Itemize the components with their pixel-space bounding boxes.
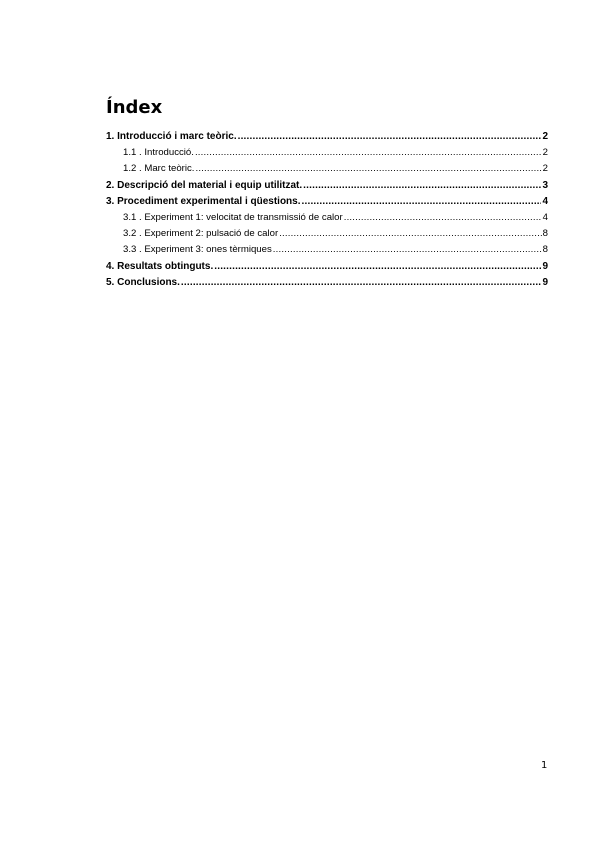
toc-entry-text: 1. Introducció i marc teòric. (106, 131, 237, 142)
toc-leader-dots (181, 275, 542, 291)
toc-entry-page: 9 (542, 260, 548, 272)
toc-entry-text: 3. Procediment experimental i qüestions. (106, 195, 301, 207)
toc-entry-page: 4 (542, 195, 548, 207)
toc-entry-page: 2 (542, 131, 548, 142)
toc-entry[interactable] (106, 161, 548, 177)
toc-entry-text: 3.1 . Experiment 1: velocitat de transmissió de calor (123, 211, 343, 223)
toc-leader-dots (238, 129, 542, 145)
toc-entry-page: 8 (542, 244, 548, 256)
toc-entry-text: 1.1 . Introducció. (123, 147, 194, 159)
toc-entry[interactable] (106, 226, 548, 242)
toc-leader-dots (195, 145, 542, 161)
index-title: Índex (106, 97, 163, 118)
toc-entry-text: 2. Descripció del material i equip utilitzat. (106, 179, 303, 191)
toc-entry-text: 5. Conclusions. (106, 276, 180, 288)
toc-entry-page: 8 (542, 228, 548, 240)
toc-entry[interactable] (106, 145, 548, 161)
toc-leader-dots (279, 226, 541, 242)
toc-leader-dots (344, 210, 542, 226)
toc-leader-dots (195, 161, 541, 177)
toc-entry[interactable] (106, 242, 548, 258)
toc-leader-dots (302, 194, 542, 210)
toc-entry-page: 2 (542, 147, 548, 159)
toc-entry-page: 9 (542, 276, 548, 288)
toc-entry[interactable] (106, 259, 548, 275)
toc-entry[interactable] (106, 194, 548, 210)
toc-entry-text: 4. Resultats obtinguts. (106, 260, 214, 272)
toc-entry[interactable] (106, 178, 548, 194)
toc-leader-dots (214, 259, 541, 275)
toc-leader-dots (303, 178, 541, 194)
toc-entry[interactable] (106, 275, 548, 291)
toc-entry-page: 3 (542, 179, 548, 191)
page-number: 1 (541, 760, 548, 771)
toc-entry-text: 3.3 . Experiment 3: ones tèrmiques (123, 244, 272, 256)
toc-entry-page: 4 (542, 211, 548, 223)
toc-entry[interactable] (106, 129, 548, 145)
toc-entry-text: 3.2 . Experiment 2: pulsació de calor (123, 228, 279, 240)
toc-entry-text: 1.2 . Marc teòric. (123, 163, 195, 175)
toc-entry[interactable] (106, 210, 548, 226)
table-of-contents (106, 129, 548, 291)
toc-entry-page: 2 (542, 163, 548, 175)
toc-leader-dots (273, 242, 542, 258)
